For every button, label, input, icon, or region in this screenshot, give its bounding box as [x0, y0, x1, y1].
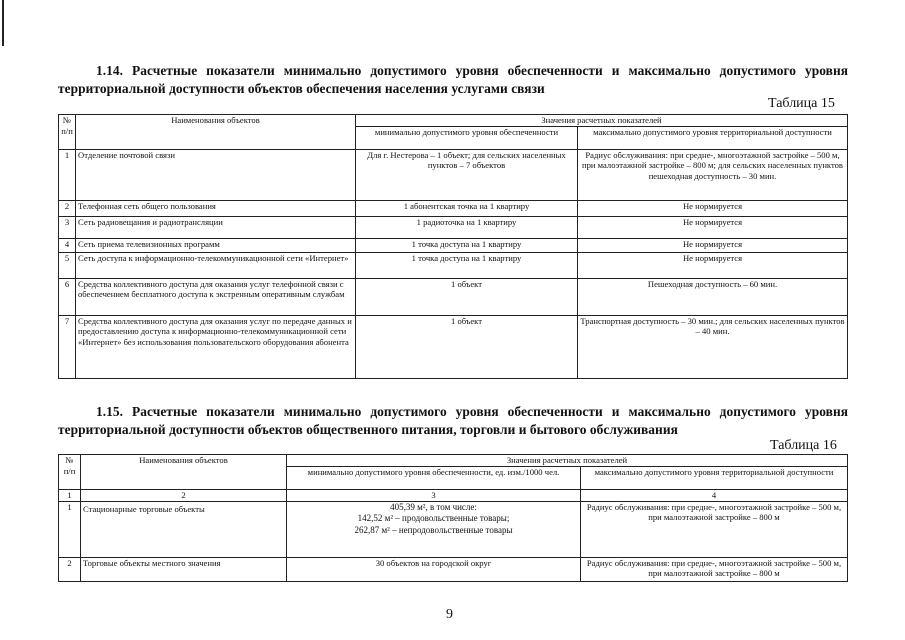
row-num: 6	[59, 278, 76, 315]
row-min-line: 30 объектов на городской округ	[375, 557, 492, 568]
binding-margin-line	[2, 0, 4, 46]
row-num: 1	[59, 149, 76, 200]
row-min: 1 абонентская точка на 1 квартиру	[356, 200, 578, 216]
column-number: 4	[581, 489, 848, 501]
row-min-line: 142,52 м² – продовольственные товары;	[357, 513, 510, 524]
row-min: 1 точка доступа на 1 квартиру	[356, 238, 578, 252]
table-row	[59, 278, 848, 315]
row-max: Не нормируется	[578, 216, 848, 238]
table-16-caption: Таблица 16	[770, 438, 837, 453]
section-heading-1-15: 1.15. Расчетные показатели минимально допустимого уровня обеспеченности и максимально допустимого уровня территориальной доступности объектов общественного питания, торговли и бытового обслуживания	[58, 404, 848, 437]
table-15-caption: Таблица 15	[768, 96, 835, 111]
table-row	[59, 501, 848, 557]
row-max: Пешеходная доступность – 60 мин.	[578, 278, 848, 315]
section-heading-1-14: 1.14. Расчетные показатели минимально допустимого уровня обеспеченности и максимально допустимого уровня территориальной доступности объектов обеспечения населения услугами связи	[58, 63, 848, 96]
row-min-line: 405,39 м², в том числе:	[390, 501, 477, 512]
row-name: Средства коллективного доступа для оказания услуг телефонной связи с обеспечением бесплатного доступа к экстренным оперативным службам	[76, 278, 356, 315]
row-num: 5	[59, 252, 76, 278]
row-min: Для г. Нестерова – 1 объект; для сельских населенных пунктов – 7 объектов	[356, 149, 578, 200]
column-number: 3	[287, 489, 581, 501]
row-name: Торговые объекты местного значения	[81, 557, 287, 581]
row-max: Транспортная доступность – 30 мин.; для сельских населенных пунктов – 40 мин.	[578, 315, 848, 378]
table-row	[59, 252, 848, 278]
row-max: Не нормируется	[578, 252, 848, 278]
row-max: Радиус обслуживания: при средне-, многоэтажной застройке – 500 м, при малоэтажной застройке – 800 м	[581, 501, 848, 557]
row-num: 4	[59, 238, 76, 252]
header-values: Значения расчетных показателей	[356, 115, 848, 127]
row-min: 1 объект	[356, 315, 578, 378]
header-name: Наименования объектов	[81, 455, 287, 490]
row-min	[287, 557, 581, 581]
row-name: Телефонная сеть общего пользования	[76, 200, 356, 216]
table-row	[59, 315, 848, 378]
header-name: Наименования объектов	[76, 115, 356, 150]
header-min: минимально допустимого уровня обеспеченности, ед. изм./1000 чел.	[287, 466, 581, 489]
row-name: Сеть приема телевизионных программ	[76, 238, 356, 252]
row-min: 1 точка доступа на 1 квартиру	[356, 252, 578, 278]
column-number: 1	[59, 489, 81, 501]
table-row	[59, 200, 848, 216]
column-number-row	[59, 489, 848, 501]
header-min: минимально допустимого уровня обеспеченности	[356, 126, 578, 149]
row-max: Не нормируется	[578, 238, 848, 252]
row-name: Сеть радиовещания и радиотрансляции	[76, 216, 356, 238]
table-row	[59, 149, 848, 200]
row-min: 1 объект	[356, 278, 578, 315]
row-max: Не нормируется	[578, 200, 848, 216]
header-max: максимально допустимого уровня территориальной доступности	[578, 126, 848, 149]
table-row	[59, 216, 848, 238]
header-values: Значения расчетных показателей	[287, 455, 848, 467]
row-num: 1	[59, 501, 81, 557]
table-15	[58, 114, 848, 379]
row-num: 2	[59, 200, 76, 216]
header-num: № п/п	[59, 115, 76, 150]
row-max: Радиус обслуживания: при средне-, многоэтажной застройке – 500 м, при малоэтажной застройке – 800 м; для сельских населенных пунктов пешеходная доступность – 30 мин.	[578, 149, 848, 200]
header-max: максимально допустимого уровня территориальной доступности	[581, 466, 848, 489]
table-row	[59, 557, 848, 581]
row-name: Стационарные торговые объекты	[81, 501, 287, 557]
row-num: 2	[59, 557, 81, 581]
row-name: Отделение почтовой связи	[76, 149, 356, 200]
row-name: Сеть доступа к информационно-телекоммуникационной сети «Интернет»	[76, 252, 356, 278]
page-number: 9	[446, 607, 453, 622]
column-number: 2	[81, 489, 287, 501]
row-num: 3	[59, 216, 76, 238]
row-num: 7	[59, 315, 76, 378]
row-min	[287, 501, 581, 557]
header-num: № п/п	[59, 455, 81, 490]
table-16	[58, 454, 848, 582]
row-min-line: 262,87 м² – непродовольственные товары	[354, 524, 513, 535]
table-row	[59, 238, 848, 252]
row-name: Средства коллективного доступа для оказания услуг по передаче данных и предоставлению доступа к информационно-телекоммуникационной сети «Интернет» без использования пользовательского оборудования абонента	[76, 315, 356, 378]
row-min: 1 радиоточка на 1 квартиру	[356, 216, 578, 238]
row-max: Радиус обслуживания: при средне-, многоэтажной застройке – 500 м, при малоэтажной застройке – 800 м	[581, 557, 848, 581]
